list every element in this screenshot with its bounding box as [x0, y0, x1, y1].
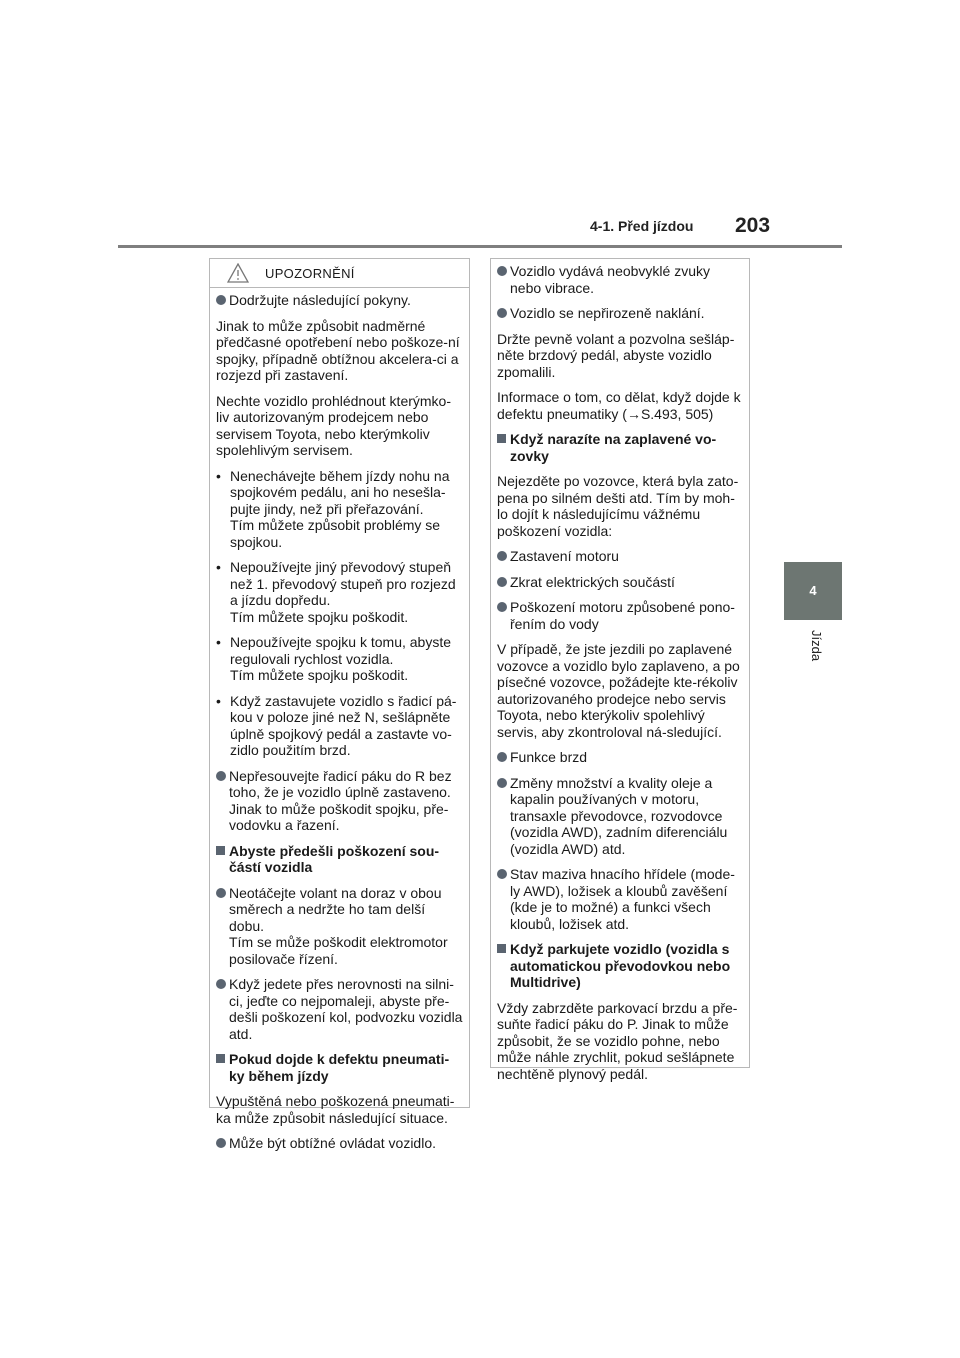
- bullet-item: [216, 292, 463, 309]
- square-marker-icon: [216, 843, 229, 876]
- item-text: Nepoužívejte spojku k tomu, abyste regulovali rychlost vozidla. Tím můžete spojku poškodit.: [230, 634, 452, 683]
- caution-box-right: [490, 258, 750, 1082]
- bullet-dot-icon: [216, 885, 229, 968]
- right-content: [491, 259, 749, 1082]
- paragraph: Informace o tom, co dělat, když dojde k defektu pneumatiky (→S.493, 505): [497, 389, 741, 422]
- header-section-title: 4-1. Před jízdou: [590, 218, 694, 234]
- paragraph: Jinak to může způsobit nadměrné předčasné opotřebení nebo poškoze-ní spojky, případně obtížnou akcelera-ci a rozjezd při zastavení.: [216, 317, 460, 383]
- dash-item: [216, 634, 463, 684]
- caution-header: [210, 259, 469, 288]
- left-content: [210, 288, 469, 1152]
- bullet-dot-icon: [497, 775, 510, 858]
- item-text: Vozidlo se nepřirozeně naklání.: [510, 305, 705, 321]
- bullet-item: [497, 866, 743, 932]
- bullet-item: [497, 599, 743, 632]
- paragraph: Nechte vozidlo prohlédnout kterýmko-liv autorizovaným prodejcem nebo servisem Toyota, nebo kterýmkoliv spolehlivým servisem.: [216, 392, 452, 458]
- list-dot-marker: •: [216, 692, 221, 709]
- bullet-item: [497, 305, 743, 322]
- list-dot-marker: •: [216, 634, 221, 650]
- bullet-item: [497, 775, 743, 858]
- chapter-label: Jízda: [809, 630, 824, 662]
- item-text: Abyste předešli poškození sou-částí vozidla: [229, 842, 440, 875]
- header-rule: [118, 245, 842, 248]
- paragraph: V případě, že jste jezdili po zaplavené vozovce a vozidlo bylo zaplaveno, a po písečné vozovce, požádejte kte-rékoliv autorizovaného prodejce nebo servis Toyota, nebo kterýkoliv spolehlivý servis, aby zkontroloval ná-sledující.: [497, 641, 740, 740]
- bullet-dot-icon: [497, 749, 510, 766]
- bullet-dot-icon: [497, 574, 510, 591]
- bullet-dot-icon: [216, 1135, 229, 1152]
- item-text: Zkrat elektrických součástí: [510, 573, 675, 590]
- dash-item: [216, 559, 463, 625]
- bullet-dot-icon: [216, 292, 229, 309]
- item-text: Může být obtížné ovládat vozidlo.: [229, 1135, 437, 1151]
- item-text: Dodržujte následující pokyny.: [229, 292, 411, 308]
- dash-item: [216, 693, 463, 759]
- paragraph: Vždy zabrzděte parkovací brzdu a pře-suňte řadicí páku do P. Jinak to může způsobit, že se vozidlo pohne, nebo může náhle zrychlit, pokud sešlápnete nechtěně plynový pedál.: [497, 999, 738, 1082]
- section-heading: [497, 941, 743, 991]
- item-text: Vozidlo vydává neobvyklé zvuky nebo vibrace.: [510, 263, 710, 296]
- item-text: Změny množství a kvality oleje a kapalin používaných v motoru, transaxle převodovce, rozvodovce (vozidla AWD), zadním diferenciálu (vozidla AWD) atd.: [510, 774, 728, 857]
- item-text: Nepoužívejte jiný převodový stupeň než 1. převodový stupeň pro rozjezd a jízdu dopředu. Tím můžete spojku poškodit.: [230, 559, 456, 625]
- bullet-dot-icon: [497, 548, 510, 565]
- item-text: Když narazíte na zaplavené vo-zovky: [510, 431, 717, 464]
- bullet-item: [497, 263, 743, 296]
- paragraph: Nejezděte po vozovce, která byla zato-pena po silném dešti atd. Tím by moh-lo dojít k následujícímu vážnému poškození vozidla:: [497, 473, 739, 539]
- bullet-dot-icon: [497, 263, 510, 296]
- square-marker-icon: [497, 941, 510, 991]
- item-text: Nepřesouvejte řadicí páku do R bez toho, že je vozidlo úplně zastaveno. Jinak to může poškodit spojku, pře-vodovku a řazení.: [229, 767, 452, 833]
- section-heading: [216, 1051, 463, 1084]
- list-dot-marker: •: [216, 467, 221, 484]
- section-heading: [497, 431, 743, 464]
- paragraph: Vypuštěná nebo poškozená pneumati-ka může způsobit následující situace.: [216, 1093, 455, 1126]
- bullet-item: [216, 768, 463, 834]
- bullet-dot-icon: [497, 599, 510, 632]
- item-text: Neotáčejte volant na doraz v obou směrech a nedržte ho tam delší dobu. Tím se může poškodit elektromotor posilovače řízení.: [229, 884, 448, 967]
- item-text: Když zastavujete vozidlo s řadicí pá-kou v poloze jiné než N, sešlápněte úplně spojkový pedál a zastavte vo-zidlo použitím brzd.: [230, 692, 457, 758]
- bullet-dot-icon: [497, 305, 510, 322]
- item-text: Zastavení motoru: [510, 548, 619, 564]
- item-text: Když jedete přes nerovnosti na silni-ci, jeďte co nejpomaleji, abyste pře-dešli poškození kol, podvozku vozidla atd.: [229, 976, 463, 1042]
- bullet-item: [497, 574, 743, 591]
- item-text: Když parkujete vozidlo (vozidla s automatickou převodovkou nebo Multidrive): [510, 941, 731, 990]
- bullet-dot-icon: [216, 976, 229, 1042]
- caution-box-left: [209, 258, 470, 1151]
- bullet-dot-icon: [497, 866, 510, 932]
- item-text: Stav maziva hnacího hřídele (mode-ly AWD), ložisek a kloubů zavěšení (kde je to možné) a funkci všech kloubů, ložisek atd.: [510, 866, 735, 932]
- chapter-tab: 4: [784, 562, 842, 620]
- bullet-item: [497, 548, 743, 565]
- item-text: Nenechávejte během jízdy nohu na spojkovém pedálu, ani ho nesešla-pujte jindy, než při přeřazování. Tím můžete způsobit problémy se spojkou.: [230, 467, 450, 550]
- bullet-item: [216, 885, 463, 968]
- square-marker-icon: [216, 1051, 229, 1084]
- paragraph: Držte pevně volant a pozvolna sešláp-něte brzdový pedál, abyste vozidlo zpomalili.: [497, 330, 735, 380]
- item-text: Pokud dojde k defektu pneumati-ky během jízdy: [229, 1051, 450, 1084]
- item-text: Poškození motoru způsobené pono-řením do vody: [510, 599, 735, 632]
- square-marker-icon: [497, 431, 510, 464]
- caution-title: UPOZORNĚNÍ: [265, 266, 355, 281]
- bullet-item: [216, 1135, 463, 1152]
- warning-icon: [227, 263, 249, 287]
- page-number: 203: [735, 214, 771, 237]
- dash-item: [216, 468, 463, 551]
- bullet-dot-icon: [216, 768, 229, 834]
- section-heading: [216, 843, 463, 876]
- bullet-item: [216, 976, 463, 1042]
- list-dot-marker: •: [216, 559, 221, 575]
- item-text: Funkce brzd: [510, 749, 588, 765]
- bullet-item: [497, 749, 743, 766]
